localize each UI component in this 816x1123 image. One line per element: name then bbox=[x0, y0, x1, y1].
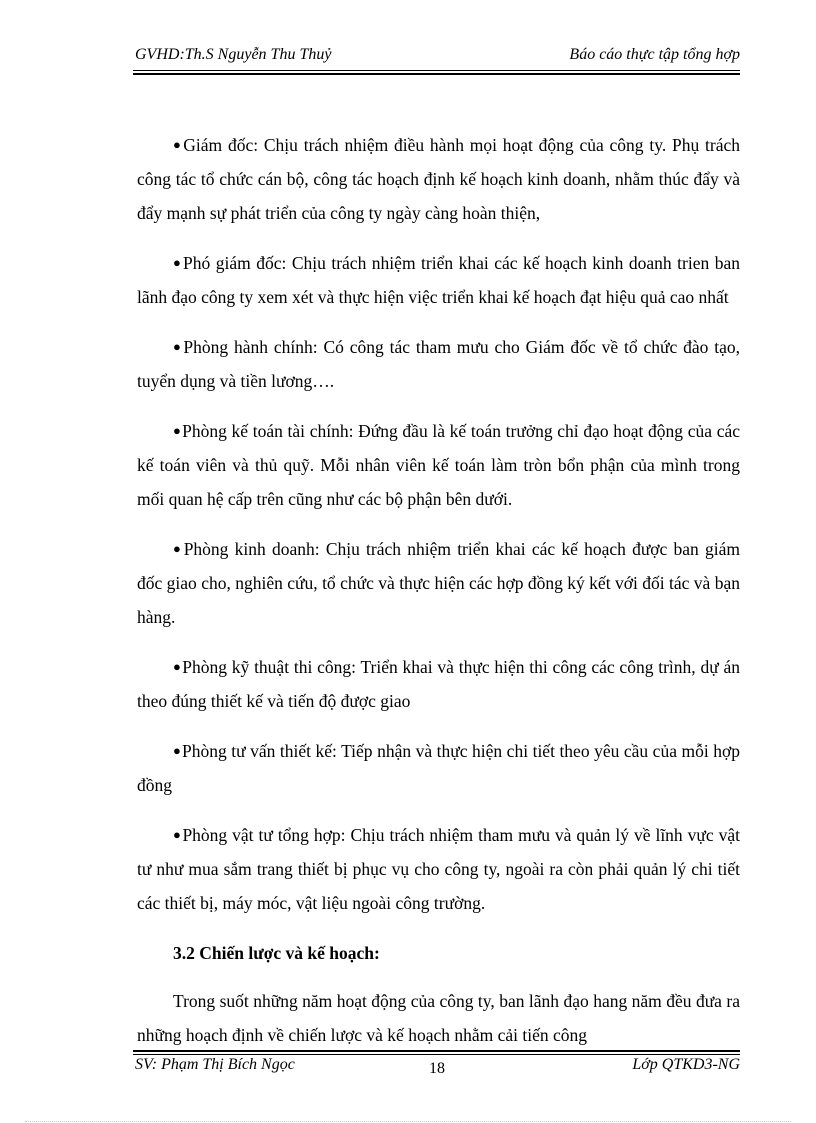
paragraph-text: Phòng kế toán tài chính: Đứng đầu là kế toán trưởng chỉ đạo hoạt động của các kế toán viên và thủ quỹ. Mỗi nhân viên kế toán làm tròn bổn phận của mình trong mối quan hệ cấp trên cũng như các bộ phận bên dưới. bbox=[137, 421, 740, 509]
bullet-icon: ● bbox=[173, 255, 182, 270]
paragraph-text: Phòng kinh doanh: Chịu trách nhiệm triển khai các kế hoạch được ban giám đốc giao cho, nghiên cứu, tổ chức và thực hiện các hợp đồng ký kết với đối tác và bạn hàng. bbox=[137, 539, 741, 627]
paragraph-text: Phòng kỹ thuật thi công: Triển khai và thực hiện thi công các công trình, dự án theo đúng thiết kế và tiến độ được giao bbox=[137, 657, 740, 711]
bullet-paragraph bbox=[137, 532, 740, 634]
page-number: 18 bbox=[429, 1060, 445, 1077]
bullet-icon: ● bbox=[173, 659, 182, 674]
page-header bbox=[135, 46, 740, 68]
header-advisor: GVHD:Th.S Nguyễn Thu Thuỷ bbox=[135, 46, 332, 63]
bullet-icon: ● bbox=[173, 137, 183, 152]
header-report-title: Báo cáo thực tập tổng hợp bbox=[569, 46, 740, 63]
footer-student: SV: Phạm Thị Bích Ngọc bbox=[135, 1056, 295, 1073]
bullet-paragraph bbox=[137, 128, 740, 230]
closing-paragraph: Trong suốt những năm hoạt động của công ty, ban lãnh đạo hang năm đều đưa ra những hoạch định về chiến lược và kế hoạch nhằm cải tiến công bbox=[137, 991, 740, 1045]
page-edge-divider bbox=[25, 1121, 791, 1122]
bullet-icon: ● bbox=[173, 423, 182, 438]
paragraph-text: Phòng vật tư tổng hợp: Chịu trách nhiệm tham mưu và quản lý về lĩnh vực vật tư như mua sắm trang thiết bị phục vụ cho công ty, ngoài ra còn phải quản lý chi tiết các thiết bị, máy móc, vật liệu ngoài công trường. bbox=[137, 825, 740, 913]
bullet-icon: ● bbox=[173, 743, 181, 758]
bullet-paragraph bbox=[137, 414, 740, 516]
bullet-icon: ● bbox=[173, 827, 182, 842]
body-text bbox=[137, 128, 740, 1052]
footer-rule-thick bbox=[133, 1050, 740, 1052]
paragraph-text: Giám đốc: Chịu trách nhiệm điều hành mọi hoạt động của công ty. Phụ trách công tác tổ chức cán bộ, công tác hoạch định kế hoạch kinh doanh, nhằm thúc đẩy và đẩy mạnh sự phát triển của công ty ngày càng hoàn thiện, bbox=[137, 135, 740, 223]
bullet-paragraph bbox=[137, 818, 740, 920]
bullet-paragraph bbox=[137, 650, 740, 718]
footer-rule-thin bbox=[133, 1054, 740, 1055]
header-rule-thin bbox=[133, 70, 740, 71]
bullet-paragraph bbox=[137, 246, 740, 314]
paragraph-text: Phó giám đốc: Chịu trách nhiệm triển khai các kế hoạch kinh doanh trien ban lãnh đạo công ty xem xét và thực hiện việc triển khai kế hoạch đạt hiệu quả cao nhất bbox=[137, 253, 741, 307]
bullet-icon: ● bbox=[173, 541, 183, 556]
header-rule-thick bbox=[133, 73, 740, 75]
page-footer bbox=[135, 1056, 740, 1080]
bullet-paragraph bbox=[137, 330, 740, 398]
footer-class: Lớp QTKD3-NG bbox=[632, 1056, 740, 1073]
paragraph-text: Phòng hành chính: Có công tác tham mưu cho Giám đốc về tổ chức đào tạo, tuyển dụng và tiền lương…. bbox=[137, 337, 740, 391]
bullet-icon: ● bbox=[173, 339, 183, 354]
paragraph-text: Phòng tư vấn thiết kế: Tiếp nhận và thực hiện chi tiết theo yêu cầu của mỗi hợp đồng bbox=[137, 741, 740, 795]
section-heading: 3.2 Chiến lược và kế hoạch: bbox=[173, 943, 380, 963]
bullet-paragraph bbox=[137, 734, 740, 802]
